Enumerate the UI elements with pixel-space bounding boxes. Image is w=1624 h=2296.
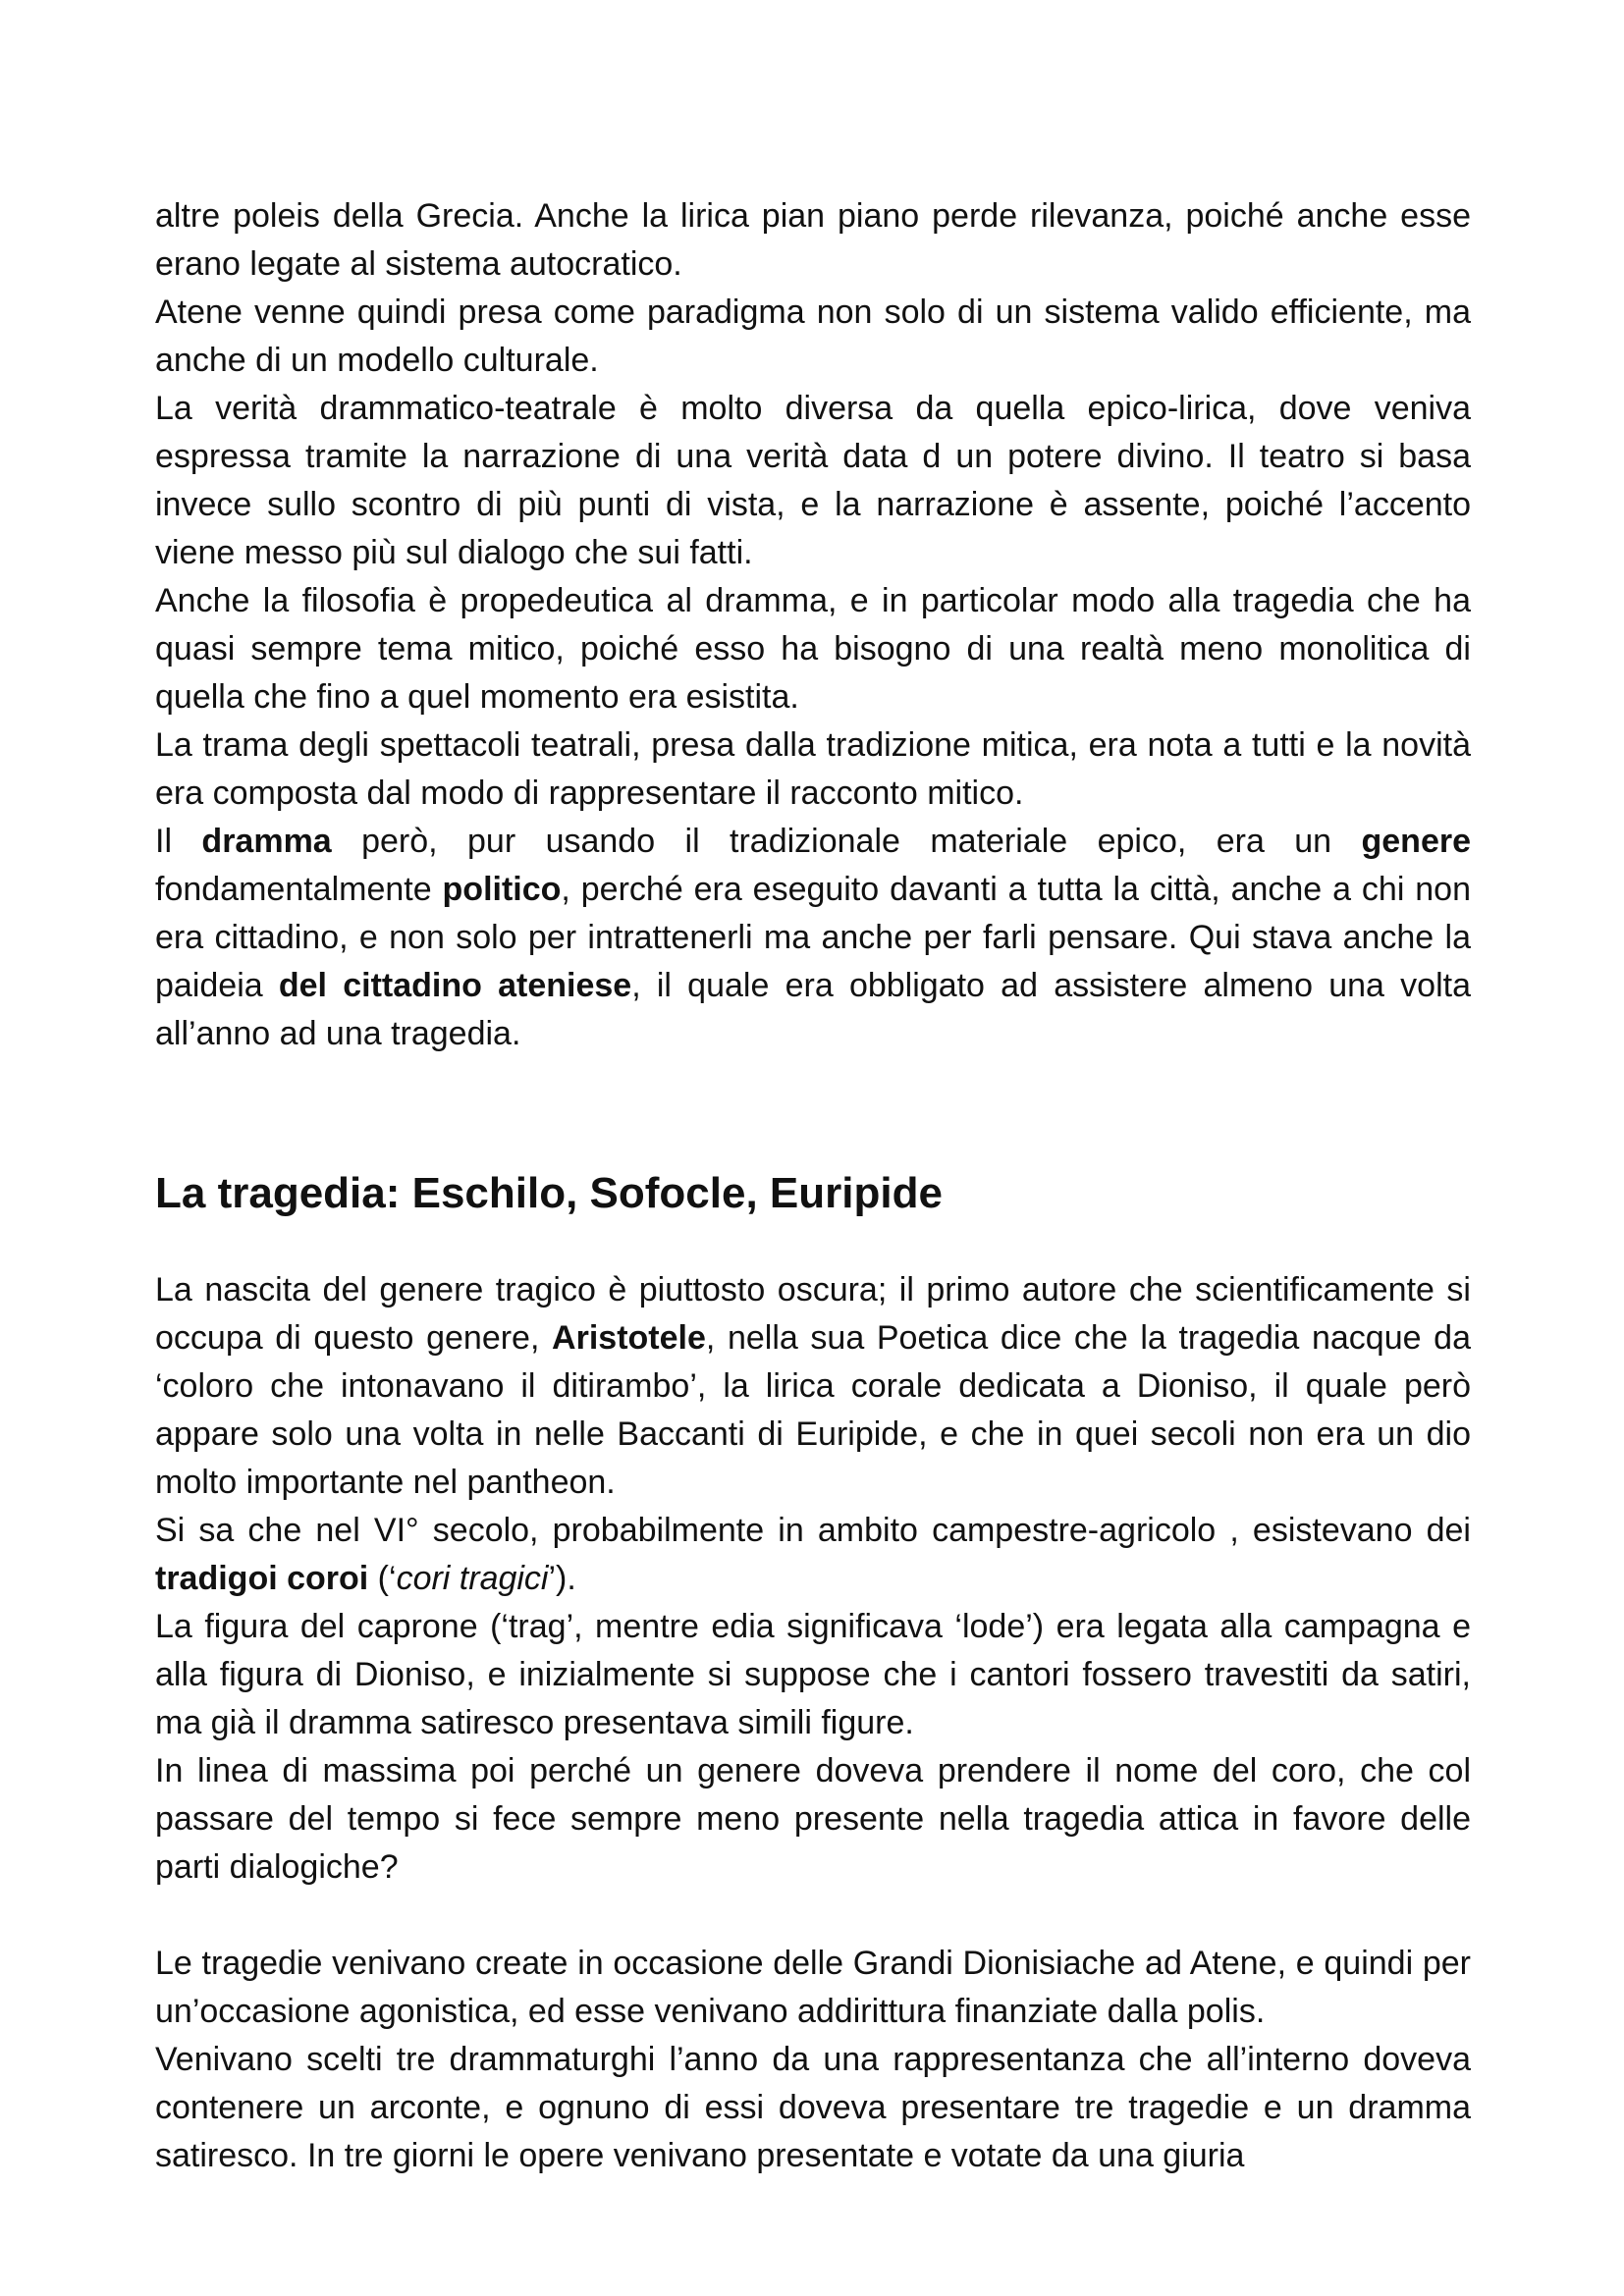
paragraph: La trama degli spettacoli teatrali, presa dalla tradizione mitica, era nota a tutti e la novità era composta dal modo di rappresentare il racconto mitico. — [155, 726, 1471, 812]
spacer — [155, 1058, 1471, 1164]
paragraph: La verità drammatico-teatrale è molto diversa da quella epico-lirica, dove veniva espressa tramite la narrazione di una verità data d un potere divino. Il teatro si basa invece sullo scontro di più punti di vista, e la narrazione è assente, poiché l’accento viene messo più sul dialogo che sui fatti. — [155, 390, 1471, 571]
bold-term: del cittadino ateniese — [278, 967, 632, 1004]
bold-term: Aristotele — [552, 1319, 706, 1357]
spacer — [155, 1892, 1471, 1940]
paragraph: La figura del caprone (‘trag’, mentre edia significava ‘lode’) era legata alla campagna e alla figura di Dioniso, e inizialmente si suppose che i cantori fossero travestiti da satiri, ma già il dramma satiresco presentava simili figure. — [155, 1608, 1471, 1741]
paragraph: Le tragedie venivano create in occasione delle Grandi Dionisiache ad Atene, e quindi per un’occasione agonistica, ed esse venivano addirittura finanziate dalla polis. — [155, 1945, 1471, 2030]
bold-term: genere — [1361, 823, 1471, 860]
bold-term: politico — [442, 871, 562, 908]
text-run: Il — [155, 823, 202, 860]
paragraph: Atene venne quindi presa come paradigma non solo di un sistema valido efficiente, ma anche di un modello culturale. — [155, 294, 1471, 379]
section-heading: La tragedia: Eschilo, Sofocle, Euripide — [155, 1169, 943, 1217]
paragraph: In linea di massima poi perché un genere doveva prendere il nome del coro, che col passare del tempo si fece sempre meno presente nella tragedia attica in favore delle parti dialogiche? — [155, 1752, 1471, 1886]
paragraph — [155, 818, 1471, 1058]
text-run: , il quale era obbligato ad assistere almeno una volta all’anno ad una tragedia. — [155, 967, 1471, 1052]
text-run: La nascita del genere tragico è piuttosto oscura; il primo autore che scientificamente si occupa di questo genere, — [155, 1271, 1471, 1357]
bold-term: tradigoi coroi — [155, 1560, 369, 1597]
text-run: fondamentalmente — [155, 871, 443, 908]
paragraph: altre poleis della Grecia. Anche la lirica pian piano perde rilevanza, poiché anche esse erano legate al sistema autocratico. — [155, 197, 1471, 283]
paragraph — [155, 1507, 1471, 1603]
text-run: però, pur usando il tradizionale materiale epico, era un — [331, 823, 1362, 860]
text-run: Si sa che nel VI° secolo, probabilmente in ambito campestre-agricolo , esistevano dei — [155, 1512, 1471, 1549]
paragraph: Venivano scelti tre drammaturghi l’anno da una rappresentanza che all’interno doveva contenere un arconte, e ognuno di essi doveva presentare tre tragedie e un dramma satiresco. In tre giorni le opere venivano presentate e votate da una giuria — [155, 2041, 1471, 2174]
text-run: ’). — [548, 1560, 576, 1597]
italic-term: cori tragici — [396, 1560, 549, 1597]
paragraph: Anche la filosofia è propedeutica al dramma, e in particolar modo alla tragedia che ha quasi sempre tema mitico, poiché esso ha bisogno di una realtà meno monolitica di quella che fino a quel momento era esistita. — [155, 582, 1471, 716]
text-run: , nella sua Poetica dice che la tragedia nacque da ‘coloro che intonavano il ditirambo’, la lirica corale dedicata a Dioniso, il quale però appare solo una volta in nelle Baccanti di Euripide, e che in quei secoli non era un dio molto importante nel pantheon. — [155, 1319, 1471, 1501]
text-run: (‘ — [368, 1560, 397, 1597]
paragraph — [155, 1266, 1471, 1507]
document-page — [155, 192, 1471, 2180]
bold-term: dramma — [201, 823, 332, 860]
spacer — [155, 1223, 1471, 1266]
text-run: , perché era eseguito davanti a tutta la città, anche a chi non era cittadino, e non solo per intrattenerli ma anche per farli pensare. Qui stava anche la paideia — [155, 871, 1471, 1004]
